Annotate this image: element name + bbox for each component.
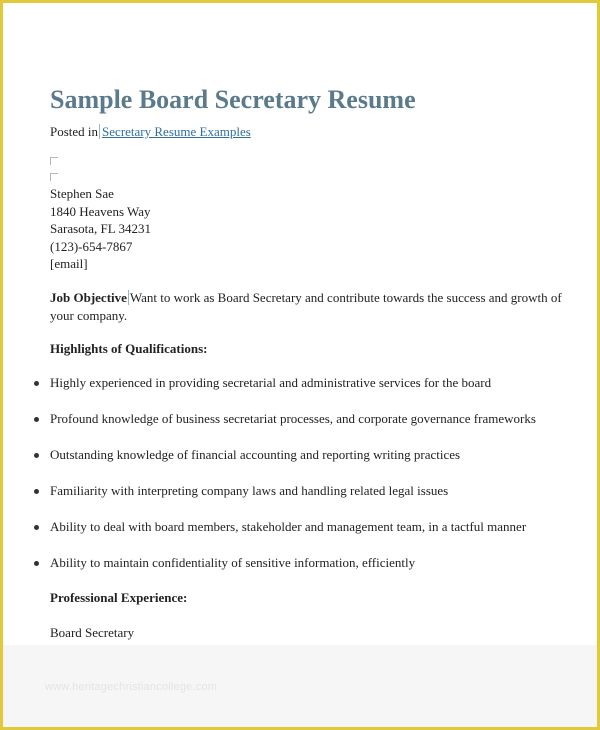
list-item: Highly experienced in providing secretarial and administrative services for the board xyxy=(32,374,536,410)
contact-city: Sarasota, FL 34231 xyxy=(50,221,151,237)
contact-name: Stephen Sae xyxy=(50,186,114,201)
document-page xyxy=(3,3,597,645)
bullet-icon xyxy=(34,489,39,494)
contact-block xyxy=(50,185,151,273)
list-item: Ability to maintain confidentiality of sensitive information, efficiently xyxy=(32,554,536,590)
bullet-icon xyxy=(34,561,39,566)
contact-phone: (123)-654-7867 xyxy=(50,238,133,254)
qualifications-list xyxy=(32,374,536,590)
experience-heading: Professional Experience: xyxy=(50,590,188,605)
site-watermark: www.heritagechristiancollege.com xyxy=(45,681,218,693)
contact-street: 1840 Heavens Way xyxy=(50,203,151,219)
list-item: Ability to deal with board members, stakeholder and management team, in a tactful manner xyxy=(32,518,536,554)
contact-email: [email] xyxy=(50,256,88,272)
posted-in-line xyxy=(50,124,251,140)
list-item: Profound knowledge of business secretariat processes, and corporate governance frameworks xyxy=(32,410,536,446)
page-title: Sample Board Secretary Resume xyxy=(50,85,416,114)
list-item: Outstanding knowledge of financial accounting and reporting writing practices xyxy=(32,446,536,482)
bullet-icon xyxy=(34,453,39,458)
category-link[interactable]: Secretary Resume Examples xyxy=(99,124,251,139)
qualifications-heading: Highlights of Qualifications: xyxy=(50,341,208,356)
job-objective-text: Want to work as Board Secretary and contribute towards the success and growth of your company. xyxy=(50,290,562,323)
bullet-icon xyxy=(34,381,39,386)
experience-job-title: Board Secretary xyxy=(50,625,135,640)
bullet-icon xyxy=(34,417,39,422)
posted-in-label: Posted in xyxy=(50,124,99,139)
broken-image-icon xyxy=(50,157,58,165)
broken-image-icon xyxy=(50,173,58,181)
job-objective xyxy=(50,289,570,325)
bullet-icon xyxy=(34,525,39,530)
list-item: Familiarity with interpreting company laws and handling related legal issues xyxy=(32,482,536,518)
job-objective-label: Job Objective xyxy=(50,290,127,305)
